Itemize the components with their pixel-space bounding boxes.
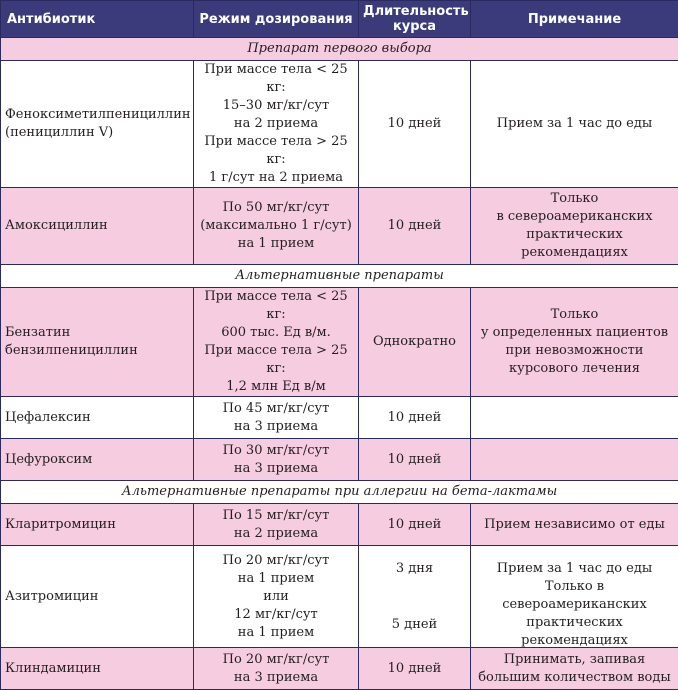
- dosing-cell: [194, 648, 359, 690]
- antibiotic-name: Амоксициллин: [5, 217, 189, 235]
- note-cell: [471, 439, 678, 481]
- duration-cell: Однократно: [359, 288, 471, 397]
- dosing-line: По 15 мг/кг/сут: [198, 507, 354, 525]
- dosing-line: на 1 прием: [198, 570, 354, 588]
- antibiotic-name: Кларитромицин: [5, 516, 189, 534]
- antibiotic-name: бензилпенициллин: [5, 342, 189, 360]
- dosing-cell: [194, 61, 359, 188]
- table-row: [1, 397, 678, 439]
- dosing-line: на 2 приема: [198, 525, 354, 543]
- note-cell: [471, 188, 678, 265]
- dosing-line: По 20 мг/кг/сут: [198, 651, 354, 669]
- duration-cell: [359, 546, 471, 648]
- antibiotic-name: Цефалексин: [5, 409, 189, 427]
- antibiotic-cell: [1, 504, 194, 546]
- header-note: Примечание: [471, 1, 678, 38]
- dosing-line: или: [198, 588, 354, 606]
- antibiotic-name: Бензатин: [5, 324, 189, 342]
- dosing-line: При массе тела > 25 кг:: [198, 342, 354, 378]
- antibiotic-cell: [1, 288, 194, 397]
- table-row: [1, 288, 678, 397]
- dosing-line: на 1 прием: [198, 235, 354, 253]
- table-row: [1, 439, 678, 481]
- antibiotic-name: Азитромицин: [5, 588, 189, 606]
- dosing-cell: [194, 188, 359, 265]
- dosing-line: на 2 приема: [198, 115, 354, 133]
- antibiotic-name: Цефуроксим: [5, 451, 189, 469]
- note-line: Только в североамериканских: [475, 578, 674, 614]
- header-dosing: Режим дозирования: [194, 1, 359, 38]
- section-row-first-choice: [1, 38, 678, 61]
- note-line: курсового лечения: [475, 360, 674, 378]
- note-line: Прием независимо от еды: [475, 516, 674, 534]
- note-line: в североамериканских: [475, 208, 674, 226]
- section-title: Препарат первого выбора: [1, 38, 678, 61]
- duration-cell: 10 дней: [359, 439, 471, 481]
- antibiotic-cell: [1, 546, 194, 648]
- duration-long: 5 дней: [363, 616, 466, 634]
- dosing-line: 600 тыс. Ед в/м.: [198, 324, 354, 342]
- header-antibiotic: Антибиотик: [1, 1, 194, 38]
- antibiotic-name: Клиндамицин: [5, 660, 189, 678]
- dosing-line: При массе тела < 25 кг:: [198, 61, 354, 97]
- note-line: при невозможности: [475, 342, 674, 360]
- dosing-line: По 50 мг/кг/сут: [198, 199, 354, 217]
- note-cell: [471, 546, 678, 648]
- dosing-line: 1 г/сут на 2 приема: [198, 169, 354, 187]
- duration-cell: 10 дней: [359, 61, 471, 188]
- dosing-line: на 3 приема: [198, 418, 354, 436]
- note-cell: [471, 288, 678, 397]
- duration-cell: 10 дней: [359, 504, 471, 546]
- antibiotic-cell: [1, 61, 194, 188]
- note-line: у определенных пациентов: [475, 324, 674, 342]
- duration-cell: 10 дней: [359, 648, 471, 690]
- dosing-line: на 3 приема: [198, 669, 354, 687]
- dosing-line: По 45 мг/кг/сут: [198, 400, 354, 418]
- antibiotic-cell: [1, 397, 194, 439]
- duration-cell: 10 дней: [359, 397, 471, 439]
- header-row: [1, 1, 678, 38]
- note-line: практических: [475, 226, 674, 244]
- dosing-cell: [194, 504, 359, 546]
- note-cell: [471, 61, 678, 188]
- note-line: Прием за 1 час до еды: [475, 115, 674, 133]
- antibiotic-cell: [1, 648, 194, 690]
- dosing-line: на 3 приема: [198, 460, 354, 478]
- section-row-alternative: [1, 265, 678, 288]
- note-line: рекомендациях: [475, 244, 674, 262]
- dosing-line: При массе тела > 25 кг:: [198, 133, 354, 169]
- table-row: [1, 546, 678, 648]
- dosing-line: По 20 мг/кг/сут: [198, 552, 354, 570]
- antibiotic-name: (пенициллин V): [5, 124, 189, 142]
- table-row: [1, 61, 678, 188]
- dosing-cell: [194, 397, 359, 439]
- duration-short: 3 дня: [363, 560, 466, 578]
- dosing-line: (максимально 1 г/сут): [198, 217, 354, 235]
- dosing-line: 1,2 млн Ед в/м: [198, 378, 354, 396]
- table-row: [1, 188, 678, 265]
- section-title: Альтернативные препараты при аллергии на бета-лактамы: [1, 481, 678, 504]
- note-line: Прием за 1 час до еды: [475, 560, 674, 578]
- dosing-line: При массе тела < 25 кг:: [198, 288, 354, 324]
- note-cell: [471, 397, 678, 439]
- note-block: [475, 578, 674, 650]
- table-row: [1, 648, 678, 690]
- section-row-allergy: [1, 481, 678, 504]
- header-duration: Длительность курса: [359, 1, 471, 38]
- dosing-line: 15–30 мг/кг/сут: [198, 97, 354, 115]
- antibiotic-name: Феноксиметилпенициллин: [5, 106, 189, 124]
- note-line: большим количеством воды: [475, 669, 674, 687]
- dosing-cell: [194, 288, 359, 397]
- dosing-cell: [194, 546, 359, 648]
- antibiotic-cell: [1, 439, 194, 481]
- note-line: Только: [475, 306, 674, 324]
- dosing-cell: [194, 439, 359, 481]
- antibiotic-cell: [1, 188, 194, 265]
- dosing-line: 12 мг/кг/сут: [198, 606, 354, 624]
- section-title: Альтернативные препараты: [1, 265, 678, 288]
- duration-cell: 10 дней: [359, 188, 471, 265]
- note-cell: [471, 504, 678, 546]
- note-line: Только: [475, 190, 674, 208]
- table-row: [1, 504, 678, 546]
- note-line: практических рекомендациях: [475, 614, 674, 650]
- dosing-line: По 30 мг/кг/сут: [198, 442, 354, 460]
- dosing-line: на 1 прием: [198, 624, 354, 642]
- note-line: Принимать, запивая: [475, 651, 674, 669]
- note-cell: [471, 648, 678, 690]
